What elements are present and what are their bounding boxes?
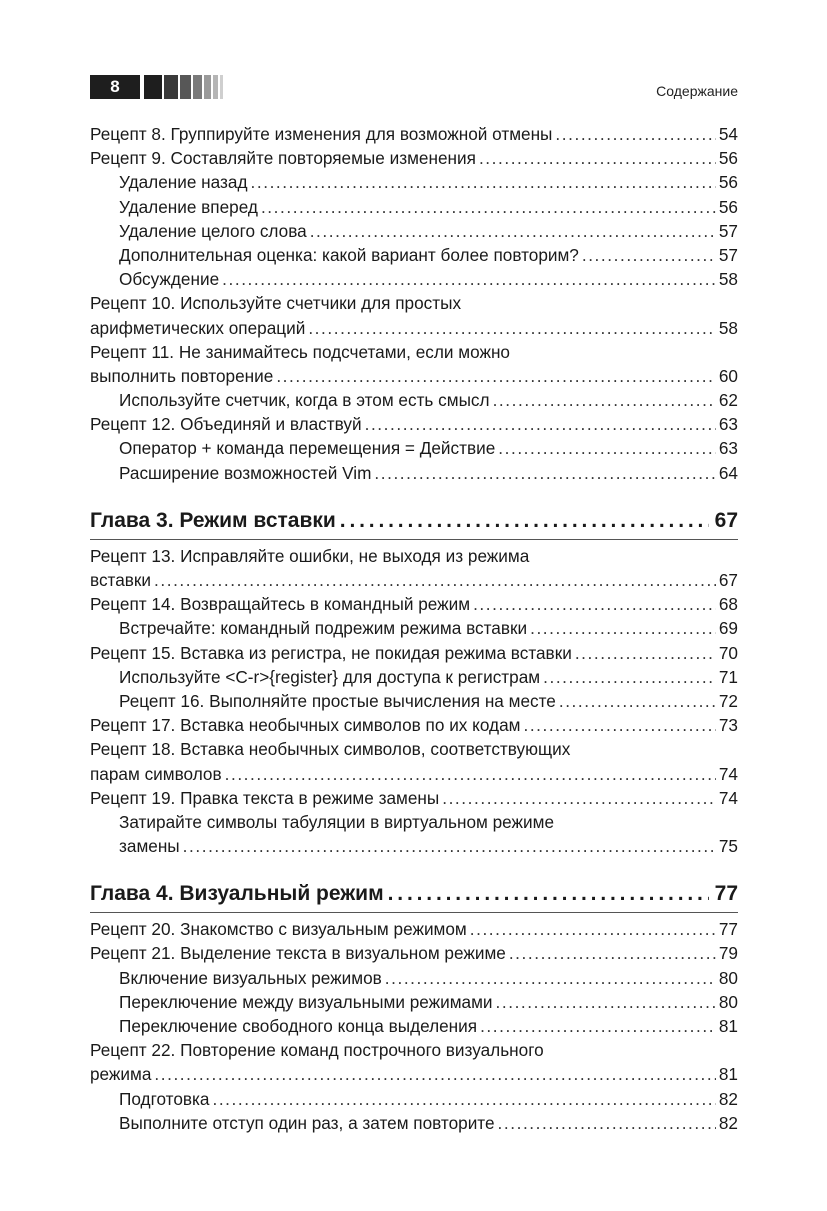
- toc-entry-label: Удаление целого слова: [119, 220, 307, 241]
- toc-entry-label: Расширение возможностей Vim: [119, 462, 372, 483]
- leader-dots: [276, 364, 716, 388]
- toc-entry-page: 70: [718, 642, 738, 663]
- header-bar: [180, 75, 191, 99]
- leader-dots: [493, 388, 716, 412]
- toc-entry-label: Включение визуальных режимов: [119, 967, 382, 988]
- leader-dots: [225, 762, 716, 786]
- toc-entry[interactable]: [90, 364, 738, 388]
- toc-entry-page: 77: [718, 919, 738, 940]
- toc-entry-label: Рецепт 12. Объединяй и властвуй: [90, 414, 362, 435]
- toc-entry-label: Рецепт 8. Группируйте изменения для возможной отмены: [90, 124, 553, 144]
- leader-dots: [308, 316, 716, 340]
- leader-dots: [222, 267, 716, 291]
- toc-entry-label: выполнить повторение: [90, 365, 274, 386]
- chapter-heading[interactable]: [90, 506, 738, 536]
- toc-entry[interactable]: [90, 786, 738, 810]
- toc-entry-page: 81: [718, 1016, 738, 1036]
- spacer: [90, 485, 738, 506]
- leader-dots: [385, 966, 716, 990]
- toc-entry-page: 56: [718, 172, 738, 193]
- toc-entry-page: 58: [718, 317, 738, 338]
- toc-entry-page: 69: [718, 618, 738, 639]
- toc-entry-label: Переключение между визуальными режимами: [119, 991, 493, 1012]
- leader-dots: [340, 506, 709, 536]
- toc-entry-line1[interactable]: Рецепт 18. Вставка необычных символов, соответствующих: [90, 739, 571, 760]
- toc-entry-page: 57: [718, 220, 738, 241]
- toc-entry[interactable]: [90, 592, 738, 616]
- leader-dots: [498, 436, 716, 460]
- toc-entry-label: Выполните отступ один раз, а затем повторите: [119, 1112, 495, 1133]
- toc-entry-line1[interactable]: Рецепт 13. Исправляйте ошибки, не выходя из режима: [90, 545, 530, 566]
- toc-entry[interactable]: [90, 917, 738, 941]
- toc-subentry[interactable]: [90, 616, 738, 640]
- leader-dots: [543, 665, 716, 689]
- toc-entry-label: Оператор + команда перемещения = Действие: [119, 438, 496, 459]
- leader-dots: [582, 243, 716, 267]
- toc-entry[interactable]: [90, 122, 738, 146]
- toc-entry-page: 64: [718, 462, 738, 483]
- leader-dots: [509, 941, 716, 965]
- toc-entry-label: Переключение свободного конца выделения: [119, 1016, 478, 1036]
- toc-entry-page: 82: [718, 1088, 738, 1109]
- header-bar: [144, 75, 162, 99]
- toc-entry-label: Рецепт 20. Знакомство с визуальным режимом: [90, 919, 467, 940]
- leader-dots: [479, 146, 716, 170]
- toc-subentry[interactable]: [90, 243, 738, 267]
- leader-dots: [470, 917, 716, 941]
- header-bar: [213, 75, 218, 99]
- toc-entry[interactable]: [90, 641, 738, 665]
- toc-entry-label: Встречайте: командный подрежим режима вставки: [119, 618, 528, 639]
- leader-dots: [498, 1111, 716, 1135]
- leader-dots: [388, 879, 709, 909]
- chapter-page: 67: [714, 508, 738, 532]
- table-of-contents: [90, 122, 738, 1135]
- toc-subentry[interactable]: [90, 461, 738, 485]
- leader-dots: [374, 461, 715, 485]
- leader-dots: [530, 616, 716, 640]
- toc-entry-label: вставки: [90, 570, 152, 590]
- toc-entry-page: 56: [718, 196, 738, 217]
- leader-dots: [559, 689, 716, 713]
- toc-subentry[interactable]: [90, 665, 738, 689]
- toc-entry[interactable]: [90, 568, 738, 592]
- chapter-heading[interactable]: [90, 879, 738, 909]
- page-number: 8: [90, 75, 140, 99]
- header-bar: [220, 75, 223, 99]
- toc-subentry[interactable]: [90, 834, 738, 858]
- leader-dots: [555, 122, 715, 146]
- toc-entry-page: 57: [718, 244, 738, 265]
- toc-entry-label: Подготовка: [119, 1088, 210, 1109]
- toc-subentry[interactable]: [90, 388, 738, 412]
- leader-dots: [154, 1062, 715, 1086]
- toc-entry-page: 80: [718, 967, 738, 988]
- toc-entry-page: 74: [718, 763, 738, 784]
- chapter-title: Глава 4. Визуальный режим: [90, 882, 384, 906]
- toc-entry-page: 58: [718, 269, 738, 290]
- toc-entry-label: Используйте счетчик, когда в этом есть смысл: [119, 390, 490, 411]
- leader-dots: [251, 170, 716, 194]
- leader-dots: [575, 641, 716, 665]
- toc-entry-page: 72: [718, 690, 738, 711]
- toc-subentry-line1[interactable]: Затирайте символы табуляции в виртуальном режиме: [119, 811, 554, 832]
- toc-subentry[interactable]: [90, 990, 738, 1014]
- toc-entry-page: 68: [718, 594, 738, 615]
- leader-dots: [183, 834, 716, 858]
- toc-entry-page: 56: [718, 148, 738, 169]
- leader-dots: [310, 219, 716, 243]
- toc-entry-page: 82: [718, 1112, 738, 1133]
- toc-subentry[interactable]: [90, 436, 738, 460]
- toc-subentry[interactable]: [90, 1087, 738, 1111]
- header-bar: [204, 75, 211, 99]
- leader-dots: [480, 1014, 716, 1038]
- toc-entry-label: Дополнительная оценка: какой вариант более повторим?: [119, 244, 579, 265]
- toc-entry-page: 63: [718, 438, 738, 459]
- header-bar: [193, 75, 202, 99]
- toc-entry[interactable]: [90, 941, 738, 965]
- spacer: [90, 858, 738, 879]
- toc-subentry[interactable]: [90, 219, 738, 243]
- toc-entry-line1[interactable]: Рецепт 11. Не занимайтесь подсчетами, если можно: [90, 341, 510, 362]
- chapter-page: 77: [714, 882, 738, 906]
- page-header: [90, 75, 738, 101]
- toc-entry-label: Рецепт 16. Выполняйте простые вычисления на месте: [119, 690, 556, 711]
- toc-entry[interactable]: [90, 713, 738, 737]
- toc-entry[interactable]: [90, 146, 738, 170]
- toc-entry[interactable]: [90, 412, 738, 436]
- toc-entry-page: 62: [718, 390, 738, 411]
- toc-entry-page: 80: [718, 991, 738, 1012]
- toc-entry-label: Удаление назад: [119, 172, 248, 193]
- toc-entry-label: арифметических операций: [90, 317, 306, 338]
- toc-entry-label: Рецепт 15. Вставка из регистра, не покидая режима вставки: [90, 642, 572, 663]
- leader-dots: [473, 592, 716, 616]
- toc-subentry[interactable]: [90, 267, 738, 291]
- toc-subentry[interactable]: [90, 966, 738, 990]
- toc-entry-page: 74: [718, 787, 738, 808]
- toc-entry-page: 71: [718, 666, 738, 687]
- chapter-divider: [90, 912, 738, 913]
- running-title: Содержание: [656, 83, 738, 99]
- toc-entry-label: Рецепт 17. Вставка необычных символов по их кодам: [90, 715, 521, 736]
- toc-entry-page: 75: [718, 836, 738, 857]
- leader-dots: [212, 1087, 715, 1111]
- toc-entry[interactable]: [90, 1062, 738, 1086]
- toc-subentry[interactable]: [90, 195, 738, 219]
- toc-entry-label: Удаление вперед: [119, 196, 258, 217]
- chapter-title: Глава 3. Режим вставки: [90, 508, 336, 532]
- header-bar: [164, 75, 178, 99]
- toc-entry-label: Рецепт 9. Составляйте повторяемые изменения: [90, 148, 476, 169]
- leader-dots: [496, 990, 716, 1014]
- toc-entry[interactable]: [90, 762, 738, 786]
- toc-entry-label: Рецепт 21. Выделение текста в визуальном режиме: [90, 943, 506, 964]
- toc-entry-page: 81: [718, 1064, 738, 1085]
- toc-entry-page: 79: [718, 943, 738, 964]
- toc-entry-line1[interactable]: Рецепт 10. Используйте счетчики для простых: [90, 293, 462, 314]
- leader-dots: [523, 713, 715, 737]
- toc-entry-label: Обсуждение: [119, 269, 220, 290]
- toc-entry-label: Рецепт 14. Возвращайтесь в командный режим: [90, 594, 471, 615]
- toc-entry-page: 63: [718, 414, 738, 435]
- toc-entry-label: Рецепт 19. Правка текста в режиме замены: [90, 787, 440, 808]
- toc-subentry[interactable]: [90, 1111, 738, 1135]
- toc-subentry[interactable]: [90, 170, 738, 194]
- leader-dots: [442, 786, 716, 810]
- chapter-divider: [90, 539, 738, 540]
- toc-entry-page: 73: [718, 715, 738, 736]
- toc-entry-label: режима: [90, 1064, 152, 1085]
- toc-entry-label: Используйте <C-r>{register} для доступа к регистрам: [119, 666, 541, 687]
- toc-entry-line1[interactable]: Рецепт 22. Повторение команд построчного визуального: [90, 1040, 544, 1061]
- toc-entry[interactable]: [90, 316, 738, 340]
- toc-entry-page: 60: [718, 365, 738, 386]
- toc-subentry[interactable]: [90, 689, 738, 713]
- leader-dots: [365, 412, 716, 436]
- toc-entry-page: 67: [718, 570, 738, 590]
- toc-entry-label: парам символов: [90, 763, 222, 784]
- toc-subentry[interactable]: [90, 1014, 738, 1038]
- leader-dots: [261, 195, 716, 219]
- leader-dots: [154, 568, 716, 592]
- toc-entry-label: замены: [119, 836, 180, 857]
- toc-entry-page: 54: [718, 124, 738, 144]
